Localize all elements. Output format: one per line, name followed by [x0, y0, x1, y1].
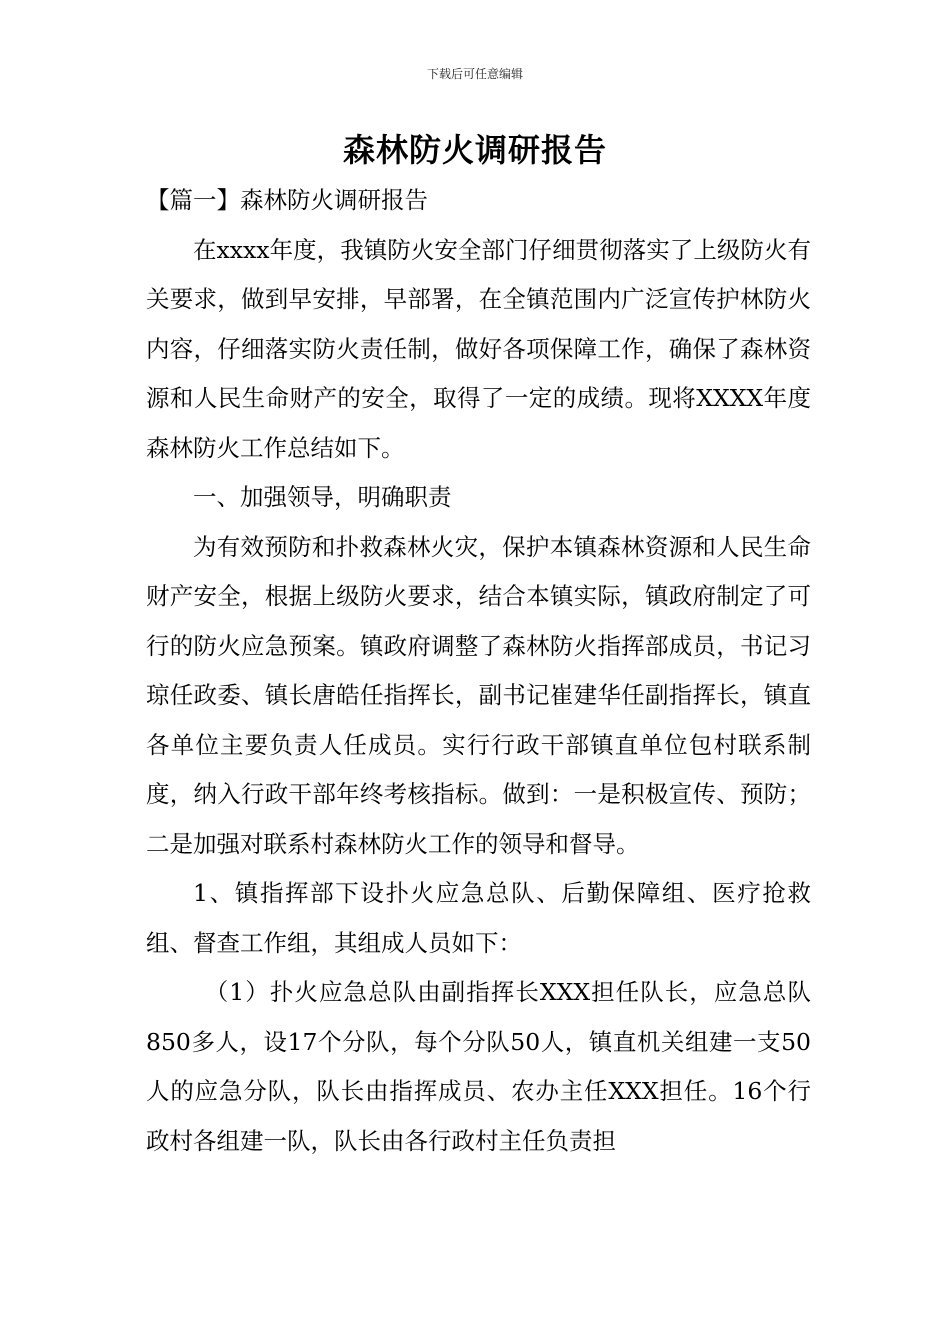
document-title: 森林防火调研报告 — [342, 131, 607, 169]
paragraph-item-1: 1、镇指挥部下设扑火应急总队、后勤保障组、医疗抢救组、督查工作组，其组成人员如下： — [146, 879, 811, 957]
paragraph-intro: 在xxxx年度，我镇防火安全部门仔细贯彻落实了上级防火有关要求，做到早安排，早部署，在全镇范围内广泛宣传护林防火内容，仔细落实防火责任制，做好各项保障工作，确保了森林资源和人民生命财产的安全，取得了一定的成绩。现将XXXX年度森林防火工作总结如下。 — [146, 235, 811, 462]
subheading-leadership: 一、加强领导，明确职责 — [193, 483, 452, 511]
header-note: 下载后可任意编辑 — [426, 67, 523, 81]
section-heading: 【篇一】森林防火调研报告 — [146, 186, 428, 214]
paragraph-leadership: 为有效预防和扑救森林火灾，保护本镇森林资源和人民生命财产安全，根据上级防火要求，结合本镇实际，镇政府制定了可行的防火应急预案。镇政府调整了森林防火指挥部成员，书记习琼任政委、镇长唐皓任指挥长，副书记崔建华任副指挥长，镇直各单位主要负责人任成员。实行行政干部镇直单位包村联系制度，纳入行政干部年终考核指标。做到：一是积极宣传、预防；二是加强对联系村森林防火工作的领导和督导。 — [146, 532, 811, 858]
document-body — [146, 176, 811, 1166]
paragraph-item-1-1: （1）扑火应急总队由副指挥长XXX担任队长，应急总队850多人，设17个分队，每个分队50人，镇直机关组建一支50人的应急分队，队长由指挥成员、农办主任XXX担任。16个行政村各组建一队，队长由各行政村主任负责担 — [146, 978, 811, 1155]
